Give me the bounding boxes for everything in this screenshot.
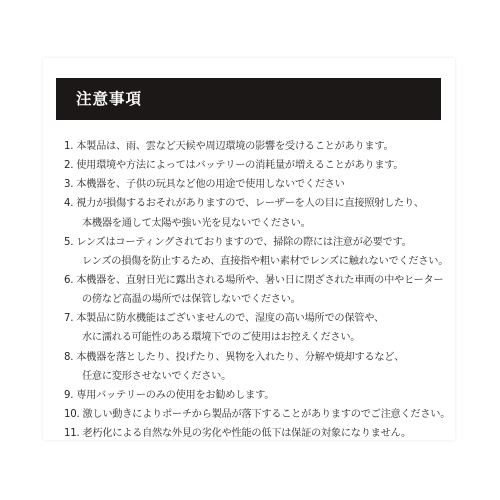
notice-item-number: 3. bbox=[64, 179, 74, 191]
notice-item-number: 11. bbox=[64, 428, 80, 440]
notice-item-continuation bbox=[64, 367, 444, 386]
notice-item-text: レンズはコーティングされておりますので、掃除の際には注意が必要です。 bbox=[76, 236, 412, 248]
notice-item bbox=[64, 175, 444, 194]
notice-item-continuation bbox=[64, 328, 444, 347]
notice-item bbox=[64, 233, 444, 252]
notice-item bbox=[64, 309, 444, 328]
notice-item bbox=[64, 424, 444, 443]
notice-item-number: 5. bbox=[64, 236, 74, 248]
notice-item-text: の傍など高温の場所では保管しないでください。 bbox=[82, 294, 301, 306]
notice-item bbox=[64, 137, 444, 156]
notice-item-text: 本機器を落としたり、投げたり、異物を入れたり、分解や焼却するなど、 bbox=[76, 351, 405, 363]
notice-item-continuation bbox=[64, 290, 444, 309]
notice-item bbox=[64, 386, 444, 405]
notice-item bbox=[64, 194, 444, 213]
notice-item bbox=[64, 271, 444, 290]
notice-item-continuation bbox=[64, 214, 444, 233]
notice-item-text: 本機器を、直射日光に露出される場所や、暑い日に閉ざされた車両の中やヒーター bbox=[76, 274, 444, 286]
notice-item-text: 本製品に防水機能はございませんので、湿度の高い場所での保管や、 bbox=[76, 313, 384, 325]
notice-item-text: 老朽化による自然な外見の劣化や性能の低下は保証の対象になりません。 bbox=[82, 428, 411, 440]
notice-item-text: 専用バッテリーのみの使用をお勧めします。 bbox=[76, 389, 275, 401]
notice-item-text: 本機器を、子供の玩具など他の用途で使用しないでください bbox=[76, 179, 345, 191]
notice-title: 注意事項 bbox=[76, 90, 143, 108]
notice-list bbox=[64, 137, 451, 443]
notice-item-number: 6. bbox=[64, 274, 74, 286]
notice-item-number: 7. bbox=[64, 313, 74, 325]
notice-item-number: 1. bbox=[64, 141, 74, 152]
notice-item-number: 4. bbox=[64, 198, 74, 210]
notice-item bbox=[64, 405, 451, 424]
notice-item-continuation bbox=[64, 252, 449, 271]
notice-item-text: 水に濡れる可能性のある環境下でのご使用はお控えください。 bbox=[82, 332, 361, 344]
notice-item bbox=[64, 156, 444, 175]
notice-item-number: 8. bbox=[64, 351, 74, 363]
notice-item-text: 使用環境や方法によってはバッテリーの消耗量が増えることがあります。 bbox=[76, 160, 404, 172]
notice-item-number: 2. bbox=[64, 160, 74, 172]
notice-item-text: 視力が損傷するおそれがありますので、レーザーを人の目に直接照射したり、 bbox=[76, 198, 424, 210]
notice-item-text: 本製品は、雨、雲など天候や周辺環境の影響を受けることがあります。 bbox=[76, 141, 394, 152]
notice-item-text: 本機器を通して太陽や強い光を見ないでください。 bbox=[82, 217, 311, 229]
notice-item-number: 9. bbox=[64, 389, 74, 401]
notice-item-text: 激しい動きによりポーチから製品が落下することがありますのでご注意ください。 bbox=[82, 408, 451, 420]
notice-item-text: 任意に変形させないでください。 bbox=[82, 370, 232, 382]
notice-item-number: 10. bbox=[64, 408, 80, 420]
header-bar bbox=[56, 78, 441, 120]
notice-item-text: レンズの損傷を防止するため、直接指や粗い素材でレンズに触れないでください。 bbox=[82, 255, 449, 267]
notice-item bbox=[64, 348, 444, 367]
